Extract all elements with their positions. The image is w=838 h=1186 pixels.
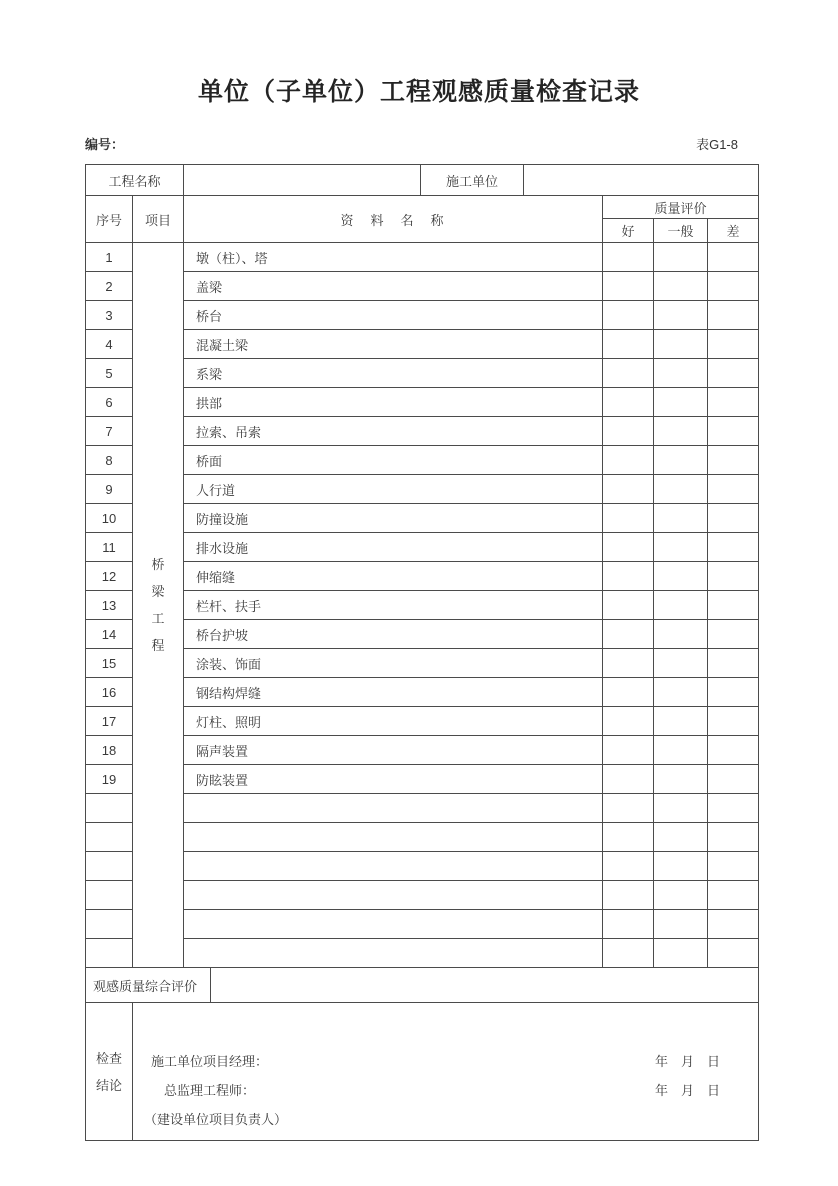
column-header-seq: 序号 — [86, 196, 133, 243]
meta-row — [85, 134, 758, 153]
item-group-char: 桥 — [151, 557, 165, 572]
contractor-value[interactable] — [524, 165, 759, 196]
rating-cell-poor[interactable] — [708, 388, 759, 417]
rating-cell-poor[interactable] — [708, 678, 759, 707]
rating-cell-good[interactable] — [603, 272, 654, 301]
project-name-label: 工程名称 — [86, 165, 184, 196]
row-seq: 1 — [86, 243, 133, 272]
rating-cell-good[interactable] — [603, 794, 654, 823]
rating-cell-good[interactable] — [603, 939, 654, 968]
row-item-name: 拱部 — [184, 388, 603, 417]
item-group-char: 梁 — [151, 584, 165, 599]
table-row-blank — [86, 852, 759, 881]
table-row — [86, 678, 759, 707]
rating-cell-average[interactable] — [654, 330, 708, 359]
row-seq: 2 — [86, 272, 133, 301]
row-seq: 19 — [86, 765, 133, 794]
row-item-name: 系梁 — [184, 359, 603, 388]
summary-label: 观感质量综合评价 — [86, 968, 211, 1003]
rating-cell-poor[interactable] — [708, 359, 759, 388]
row-item-name: 排水设施 — [184, 533, 603, 562]
rating-cell-good[interactable] — [603, 359, 654, 388]
rating-cell-average[interactable] — [654, 417, 708, 446]
project-name-value[interactable] — [184, 165, 421, 196]
table-row — [86, 765, 759, 794]
rating-cell-good[interactable] — [603, 417, 654, 446]
summary-table — [85, 967, 759, 1003]
rating-cell-good[interactable] — [603, 446, 654, 475]
rating-cell-poor[interactable] — [708, 939, 759, 968]
table-row — [86, 243, 759, 272]
column-header-item: 项目 — [133, 196, 184, 243]
conclusion-table — [85, 1002, 759, 1141]
form-number-label: 编号： — [85, 137, 125, 152]
summary-value[interactable] — [211, 968, 759, 1003]
rating-cell-good[interactable] — [603, 620, 654, 649]
rating-cell-good[interactable] — [603, 765, 654, 794]
rating-cell-good[interactable] — [603, 649, 654, 678]
row-item-name: 涂装、饰面 — [184, 649, 603, 678]
rating-cell-good[interactable] — [603, 881, 654, 910]
rating-cell-average[interactable] — [654, 794, 708, 823]
rating-cell-poor[interactable] — [708, 707, 759, 736]
table-row — [86, 417, 759, 446]
rating-cell-average[interactable] — [654, 736, 708, 765]
rating-cell-poor[interactable] — [708, 881, 759, 910]
rating-cell-good[interactable] — [603, 591, 654, 620]
rating-cell-poor[interactable] — [708, 533, 759, 562]
table-row-blank — [86, 823, 759, 852]
row-seq: 5 — [86, 359, 133, 388]
row-item-name: 混凝土梁 — [184, 330, 603, 359]
rating-cell-good[interactable] — [603, 533, 654, 562]
table-row — [86, 475, 759, 504]
row-item-name: 伸缩缝 — [184, 562, 603, 591]
table-row — [86, 591, 759, 620]
table-row — [86, 562, 759, 591]
rating-cell-average[interactable] — [654, 910, 708, 939]
row-item-name: 钢结构焊缝 — [184, 678, 603, 707]
row-item-name: 盖梁 — [184, 272, 603, 301]
table-row — [86, 533, 759, 562]
rating-cell-average[interactable] — [654, 475, 708, 504]
row-seq: 4 — [86, 330, 133, 359]
rating-cell-good[interactable] — [603, 707, 654, 736]
row-item-name: 防撞设施 — [184, 504, 603, 533]
rating-cell-average[interactable] — [654, 562, 708, 591]
rating-cell-good[interactable] — [603, 330, 654, 359]
rating-cell-average[interactable] — [654, 620, 708, 649]
rating-cell-poor[interactable] — [708, 765, 759, 794]
row-item-name: 桥面 — [184, 446, 603, 475]
row-seq[interactable] — [86, 881, 133, 910]
rating-cell-good[interactable] — [603, 910, 654, 939]
rating-cell-poor[interactable] — [708, 330, 759, 359]
row-item-name: 桥台 — [184, 301, 603, 330]
row-seq: 13 — [86, 591, 133, 620]
rating-cell-poor[interactable] — [708, 620, 759, 649]
rating-cell-good[interactable] — [603, 475, 654, 504]
signature-line-chief-supervisor: 总监理工程师： — [164, 1083, 256, 1098]
date-placeholder-1: 年 月 日 — [654, 1054, 720, 1069]
row-item-name[interactable] — [184, 881, 603, 910]
row-seq: 7 — [86, 417, 133, 446]
table-row — [86, 649, 759, 678]
rating-cell-poor[interactable] — [708, 736, 759, 765]
row-item-name: 灯柱、照明 — [184, 707, 603, 736]
table-row — [86, 359, 759, 388]
rating-cell-average[interactable] — [654, 881, 708, 910]
rating-cell-poor[interactable] — [708, 301, 759, 330]
date-placeholder-2: 年 月 日 — [654, 1083, 720, 1098]
conclusion-content[interactable] — [133, 1003, 759, 1141]
conclusion-label-line2: 结论 — [95, 1077, 122, 1093]
rating-cell-good[interactable] — [603, 243, 654, 272]
row-item-name: 墩（柱）、塔 — [184, 243, 603, 272]
rating-cell-good[interactable] — [603, 736, 654, 765]
row-seq[interactable] — [86, 794, 133, 823]
row-item-name: 隔声装置 — [184, 736, 603, 765]
item-group-bridge-works — [133, 243, 184, 968]
column-header-quality: 质量评价 — [603, 196, 759, 219]
row-seq[interactable] — [86, 939, 133, 968]
rating-cell-average[interactable] — [654, 272, 708, 301]
table-row — [86, 330, 759, 359]
item-group-char: 程 — [151, 638, 165, 653]
table-row — [86, 504, 759, 533]
rating-cell-poor[interactable] — [708, 417, 759, 446]
rating-cell-good[interactable] — [603, 504, 654, 533]
row-item-name: 防眩装置 — [184, 765, 603, 794]
rating-cell-poor[interactable] — [708, 649, 759, 678]
page-title: 单位（子单位）工程观感质量检查记录 — [197, 78, 640, 106]
table-row — [86, 446, 759, 475]
row-seq: 11 — [86, 533, 133, 562]
column-header-average: 一般 — [654, 219, 708, 243]
contractor-label: 施工单位 — [421, 165, 524, 196]
rating-cell-average[interactable] — [654, 504, 708, 533]
row-seq[interactable] — [86, 852, 133, 881]
rating-cell-average[interactable] — [654, 707, 708, 736]
conclusion-label-line1: 检查 — [95, 1050, 122, 1066]
rating-cell-poor[interactable] — [708, 243, 759, 272]
row-seq: 10 — [86, 504, 133, 533]
rating-cell-average[interactable] — [654, 823, 708, 852]
rating-cell-poor[interactable] — [708, 591, 759, 620]
row-item-name[interactable] — [184, 852, 603, 881]
rating-cell-good[interactable] — [603, 562, 654, 591]
row-seq: 17 — [86, 707, 133, 736]
rating-cell-good[interactable] — [603, 301, 654, 330]
table-row-blank — [86, 794, 759, 823]
rating-cell-average[interactable] — [654, 852, 708, 881]
rating-cell-poor[interactable] — [708, 475, 759, 504]
table-row — [86, 388, 759, 417]
row-item-name[interactable] — [184, 794, 603, 823]
rating-cell-average[interactable] — [654, 939, 708, 968]
row-seq: 9 — [86, 475, 133, 504]
rating-cell-average[interactable] — [654, 533, 708, 562]
row-seq: 16 — [86, 678, 133, 707]
row-seq: 6 — [86, 388, 133, 417]
rating-cell-poor[interactable] — [708, 910, 759, 939]
rating-cell-average[interactable] — [654, 678, 708, 707]
main-table — [85, 164, 759, 968]
row-item-name: 人行道 — [184, 475, 603, 504]
row-seq: 12 — [86, 562, 133, 591]
table-row-blank — [86, 881, 759, 910]
row-seq[interactable] — [86, 910, 133, 939]
rating-cell-average[interactable] — [654, 243, 708, 272]
rating-cell-average[interactable] — [654, 388, 708, 417]
rating-cell-poor[interactable] — [708, 446, 759, 475]
item-group-char: 工 — [151, 611, 165, 626]
rating-cell-average[interactable] — [654, 446, 708, 475]
row-item-name: 栏杆、扶手 — [184, 591, 603, 620]
conclusion-label — [86, 1003, 133, 1141]
rating-cell-good[interactable] — [603, 678, 654, 707]
row-item-name[interactable] — [184, 910, 603, 939]
rating-cell-average[interactable] — [654, 359, 708, 388]
rating-cell-poor[interactable] — [708, 794, 759, 823]
row-item-name: 桥台护坡 — [184, 620, 603, 649]
row-item-name[interactable] — [184, 823, 603, 852]
column-header-poor: 差 — [708, 219, 759, 243]
table-row — [86, 620, 759, 649]
rating-cell-poor[interactable] — [708, 562, 759, 591]
signature-line-owner-representative: （建设单位项目负责人） — [144, 1112, 288, 1127]
table-row — [86, 707, 759, 736]
table-row — [86, 301, 759, 330]
table-row — [86, 272, 759, 301]
rating-cell-average[interactable] — [654, 591, 708, 620]
rating-cell-good[interactable] — [603, 388, 654, 417]
signature-line-contractor-pm: 施工单位项目经理： — [151, 1054, 269, 1069]
row-item-name: 拉索、吊索 — [184, 417, 603, 446]
row-seq[interactable] — [86, 823, 133, 852]
rating-cell-good[interactable] — [603, 852, 654, 881]
row-seq: 15 — [86, 649, 133, 678]
rating-cell-poor[interactable] — [708, 823, 759, 852]
rating-cell-poor[interactable] — [708, 504, 759, 533]
row-item-name[interactable] — [184, 939, 603, 968]
form-code: 表G1-8 — [696, 137, 738, 152]
rating-cell-average[interactable] — [654, 765, 708, 794]
table-row-blank — [86, 910, 759, 939]
table-row-blank — [86, 939, 759, 968]
column-header-good: 好 — [603, 219, 654, 243]
table-row — [86, 736, 759, 765]
row-seq: 14 — [86, 620, 133, 649]
rating-cell-poor[interactable] — [708, 852, 759, 881]
rating-cell-good[interactable] — [603, 823, 654, 852]
row-seq: 3 — [86, 301, 133, 330]
rating-cell-average[interactable] — [654, 301, 708, 330]
rating-cell-poor[interactable] — [708, 272, 759, 301]
row-seq: 8 — [86, 446, 133, 475]
row-seq: 18 — [86, 736, 133, 765]
rating-cell-average[interactable] — [654, 649, 708, 678]
column-header-name: 资 料 名 称 — [184, 196, 603, 243]
